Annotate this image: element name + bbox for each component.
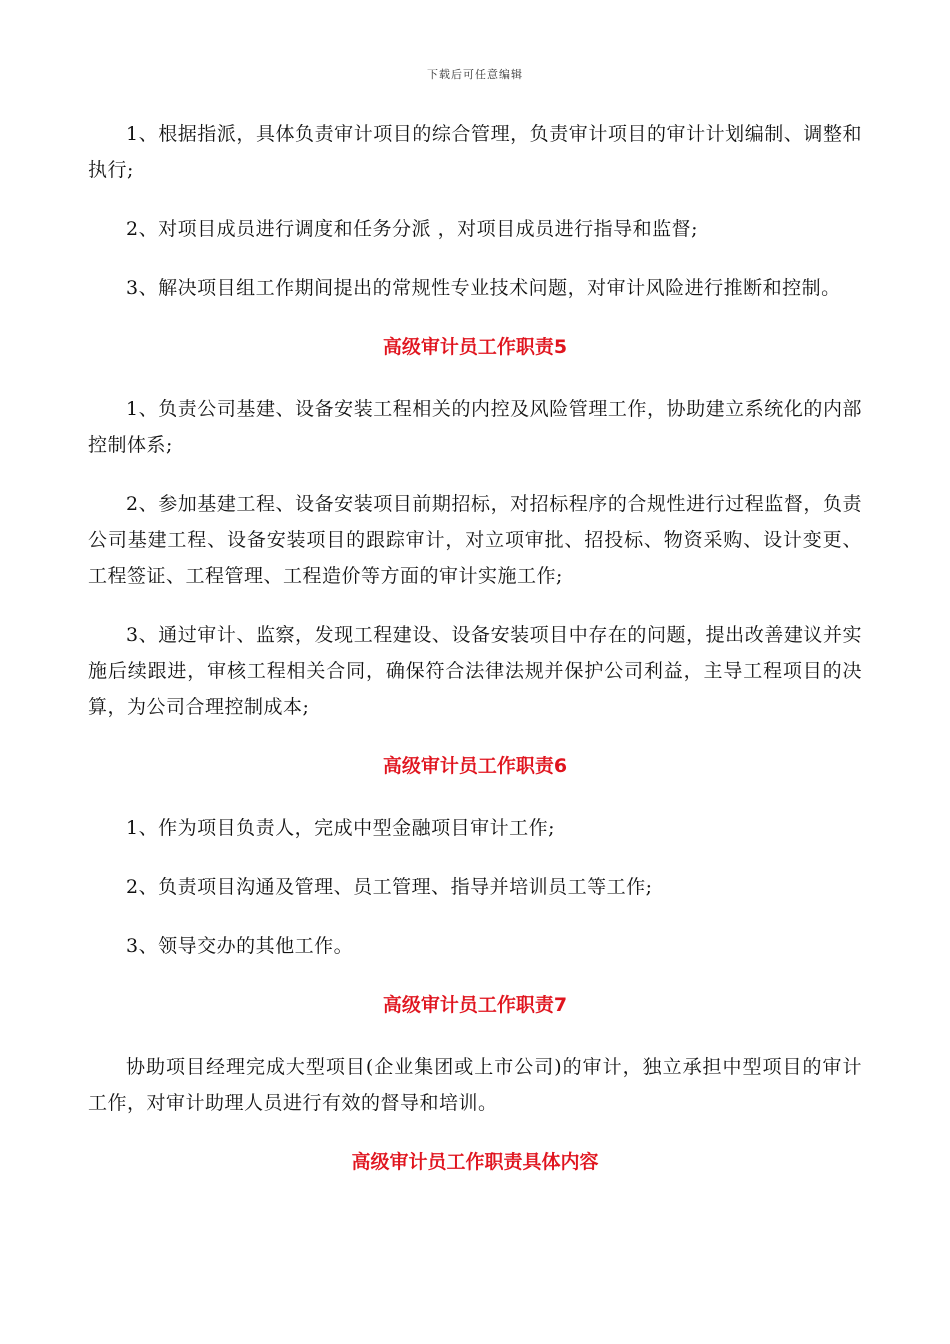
header-note: 下载后可任意编辑 <box>427 68 523 81</box>
paragraph: 3、领导交办的其他工作。 <box>126 935 354 957</box>
section-heading: 高级审计员工作职责5 <box>382 336 568 358</box>
paragraph: 1、根据指派，具体负责审计项目的综合管理，负责审计项目的审计计划编制、调整和执行; <box>88 123 862 181</box>
document-body <box>88 116 862 1206</box>
paragraph: 2、对项目成员进行调度和任务分派 ，对项目成员进行指导和监督; <box>126 218 699 240</box>
paragraph: 2、负责项目沟通及管理、员工管理、指导并培训员工等工作; <box>126 876 653 898</box>
paragraph: 3、解决项目组工作期间提出的常规性专业技术问题，对审计风险进行推断和控制。 <box>126 277 841 299</box>
section-heading: 高级审计员工作职责具体内容 <box>351 1151 599 1173</box>
paragraph: 协助项目经理完成大型项目(企业集团或上市公司)的审计，独立承担中型项目的审计工作，对审计助理人员进行有效的督导和培训。 <box>88 1056 862 1114</box>
paragraph: 2、参加基建工程、设备安装项目前期招标，对招标程序的合规性进行过程监督，负责公司基建工程、设备安装项目的跟踪审计，对立项审批、招投标、物资采购、设计变更、工程签证、工程管理、工程造价等方面的审计实施工作; <box>88 493 862 587</box>
section-heading: 高级审计员工作职责6 <box>382 755 568 777</box>
paragraph: 1、作为项目负责人，完成中型金融项目审计工作; <box>126 817 555 839</box>
section-heading: 高级审计员工作职责7 <box>382 994 568 1016</box>
paragraph: 3、通过审计、监察，发现工程建设、设备安装项目中存在的问题，提出改善建议并实施后续跟进，审核工程相关合同，确保符合法律法规并保护公司利益，主导工程项目的决算，为公司合理控制成本; <box>88 624 862 718</box>
paragraph: 1、负责公司基建、设备安装工程相关的内控及风险管理工作，协助建立系统化的内部控制体系; <box>88 398 862 456</box>
